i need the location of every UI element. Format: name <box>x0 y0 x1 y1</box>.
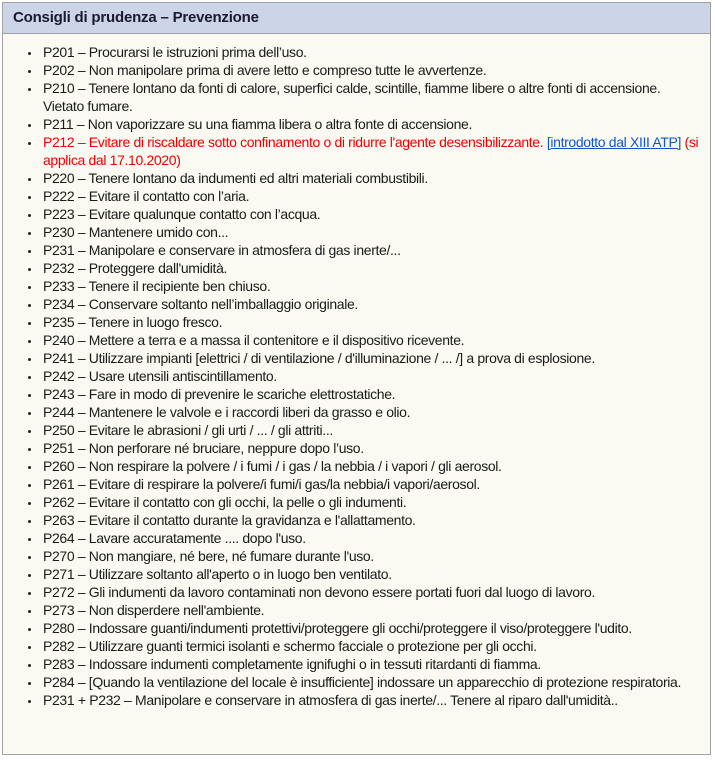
list-item-p251: • P251 – Non perforare né bruciare, neppure dopo l’uso. <box>41 439 702 457</box>
list-item-p210: • P210 – Tenere lontano da fonti di calore, superfici calde, scintille, fiamme libere o altre fonti di accensione. Vietato fumare. <box>41 79 702 115</box>
list-item-p283: • P283 – Indossare indumenti completamente ignifughi o in tessuti ritardanti di fiamma. <box>41 655 702 673</box>
list-item-p244: • P244 – Mantenere le valvole e i raccordi liberi da grasso e olio. <box>41 403 702 421</box>
list-item-p240: • P240 – Mettere a terra e a massa il contenitore e il dispositivo ricevente. <box>41 331 702 349</box>
list-item-p273: • P273 – Non disperdere nell'ambiente. <box>41 601 702 619</box>
list-item-p231-p232: • P231 + P232 – Manipolare e conservare in atmosfera di gas inerte/... Tenere al riparo dall'umidità.. <box>41 691 702 709</box>
list-item-p242: • P242 – Usare utensili antiscintillamento. <box>41 367 702 385</box>
list-item-p282: • P282 – Utilizzare guanti termici isolanti e schermo facciale o protezione per gli occhi. <box>41 637 702 655</box>
list-item-p220: • P220 – Tenere lontano da indumenti ed altri materiali combustibili. <box>41 169 702 187</box>
precaution-list <box>3 34 710 723</box>
precaution-panel <box>2 2 711 755</box>
list-item-p231: • P231 – Manipolare e conservare in atmosfera di gas inerte/... <box>41 241 702 259</box>
list-item-p284: • P284 – [Quando la ventilazione del locale è insufficiente] indossare un apparecchio di protezione respiratoria. <box>41 673 702 691</box>
list-item-p222: • P222 – Evitare il contatto con l’aria. <box>41 187 702 205</box>
list-item-p260: • P260 – Non respirare la polvere / i fumi / i gas / la nebbia / i vapori / gli aerosol. <box>41 457 702 475</box>
list-item-p230: • P230 – Mantenere umido con... <box>41 223 702 241</box>
list-item-p262: • P262 – Evitare il contatto con gli occhi, la pelle o gli indumenti. <box>41 493 702 511</box>
list-item-p235: • P235 – Tenere in luogo fresco. <box>41 313 702 331</box>
list-item-p232: • P232 – Proteggere dall'umidità. <box>41 259 702 277</box>
panel-title: Consigli di prudenza – Prevenzione <box>3 3 710 34</box>
list-item-p261: • P261 – Evitare di respirare la polvere/i fumi/i gas/la nebbia/i vapori/aerosol. <box>41 475 702 493</box>
list-item-p264: • P264 – Lavare accuratamente .... dopo l'uso. <box>41 529 702 547</box>
list-item-p212 <box>41 133 702 169</box>
p212-applies-from-text: (si applica dal 17.10.2020) <box>43 134 699 168</box>
list-item-p202: • P202 – Non manipolare prima di avere letto e compreso tutte le avvertenze. <box>41 61 702 79</box>
list-item-p272: • P272 – Gli indumenti da lavoro contaminati non devono essere portati fuori dal luogo di lavoro. <box>41 583 702 601</box>
list-item-p241: • P241 – Utilizzare impianti [elettrici / di ventilazione / d'illuminazione / ... /] a prova di esplosione. <box>41 349 702 367</box>
xiii-atp-link[interactable]: [introdotto dal XIII ATP] <box>546 134 682 150</box>
list-item-p233: • P233 – Tenere il recipiente ben chiuso. <box>41 277 702 295</box>
list-item-p211: • P211 – Non vaporizzare su una fiamma libera o altra fonte di accensione. <box>41 115 702 133</box>
list-item-p271: • P271 – Utilizzare soltanto all'aperto o in luogo ben ventilato. <box>41 565 702 583</box>
list-item-p201: • P201 – Procurarsi le istruzioni prima dell’uso. <box>41 43 702 61</box>
list-item-p243: • P243 – Fare in modo di prevenire le scariche elettrostatiche. <box>41 385 702 403</box>
list-item-p234: • P234 – Conservare soltanto nell’imballaggio originale. <box>41 295 702 313</box>
list-item-p223: • P223 – Evitare qualunque contatto con l’acqua. <box>41 205 702 223</box>
list-item-p270: • P270 – Non mangiare, né bere, né fumare durante l'uso. <box>41 547 702 565</box>
list-item-p250: • P250 – Evitare le abrasioni / gli urti / ... / gli attriti... <box>41 421 702 439</box>
list-item-p263: • P263 – Evitare il contatto durante la gravidanza e l'allattamento. <box>41 511 702 529</box>
p212-red-text: P212 – Evitare di riscaldare sotto confinamento o di ridurre l'agente desensibilizzante. <box>43 134 547 150</box>
list-item-p280: • P280 – Indossare guanti/indumenti protettivi/proteggere gli occhi/proteggere il viso/proteggere l'udito. <box>41 619 702 637</box>
